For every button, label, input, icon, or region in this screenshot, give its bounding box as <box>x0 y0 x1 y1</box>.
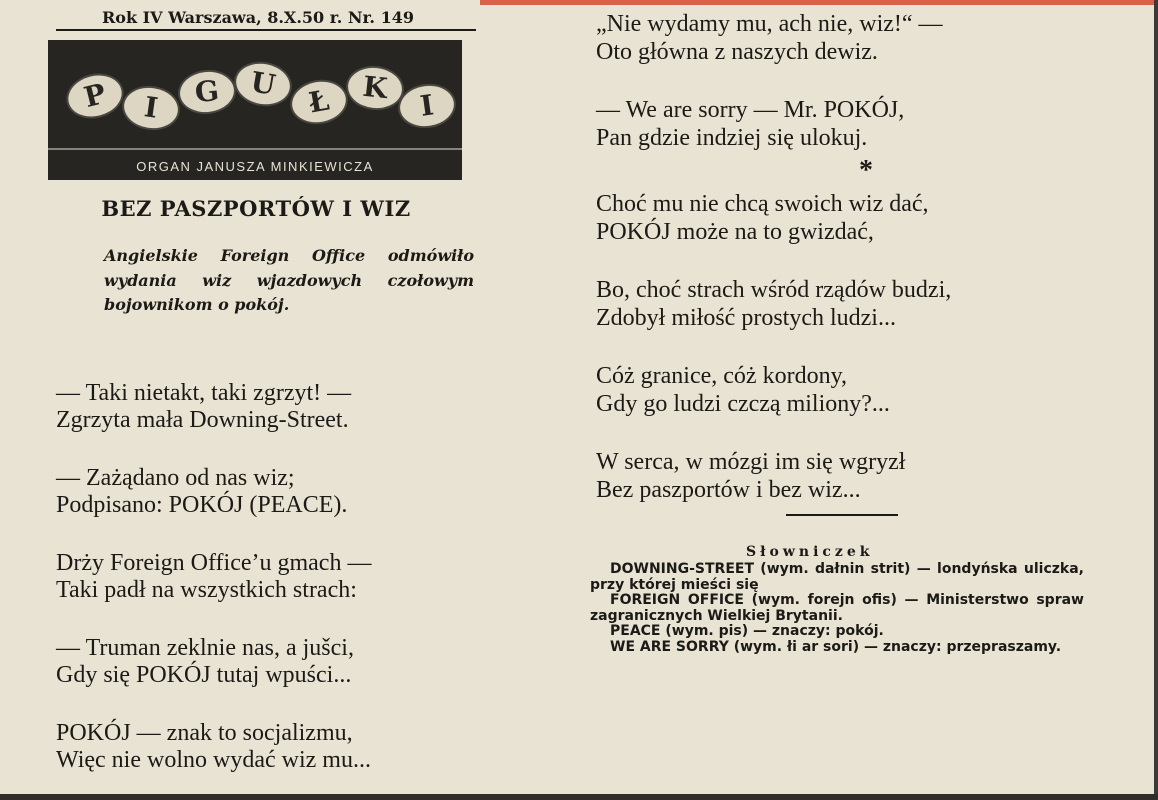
stanza <box>596 10 1096 66</box>
stanza <box>56 550 546 604</box>
article-title: BEZ PASZPORTÓW I WIZ <box>101 196 411 221</box>
verse-line: — Zażądano od nas wiz; <box>56 465 295 491</box>
logo-letter: U <box>231 57 296 110</box>
logo-divider <box>48 148 462 150</box>
verse-line: Taki padł na wszystkich strach: <box>56 577 357 603</box>
glossary-entry: DOWNING-STREET (wym. dałnin strit) — londyńska uliczka, przy której mieści się <box>590 561 1084 593</box>
verse-line: POKÓJ może na to gwizdać, <box>596 219 874 245</box>
logo-caption: ORGAN JANUSZA MINKIEWICZA <box>136 159 374 174</box>
glossary-entry: FOREIGN OFFICE (wym. forejn ofis) — Ministerstwo spraw zagranicznych Wielkiej Brytanii. <box>590 592 1084 624</box>
glossary-entry: PEACE (wym. pis) — znaczy: pokój. <box>610 623 884 639</box>
verse-line: Zgrzyta mała Downing-Street. <box>56 407 349 433</box>
verse-line: Podpisano: POKÓJ (PEACE). <box>56 492 348 518</box>
verse-line: Pan gdzie indziej się ulokuj. <box>596 125 868 151</box>
verse-line: Oto główna z naszych dewiz. <box>596 39 878 65</box>
verse-line: Bo, choć strach wśród rządów budzi, <box>596 277 952 303</box>
verse-line: Zdobył miłość prostych ludzi... <box>596 305 896 331</box>
pigulki-logo <box>48 40 462 180</box>
star-separator: * <box>859 155 873 186</box>
verse-line: W serca, w mózgi im się wgryzł <box>596 449 906 475</box>
right-column <box>590 10 1096 655</box>
stanza <box>56 380 546 434</box>
verse-line: „Nie wydamy mu, ach nie, wiz!“ — <box>596 11 943 37</box>
verse-line: — Truman zeklnie nas, a jušci, <box>56 635 354 661</box>
stanza <box>596 362 1096 418</box>
verse-line: Gdy go ludzi czczą miliony?... <box>596 391 890 417</box>
verse-line: Drży Foreign Office’u gmach — <box>56 550 372 576</box>
verse-line: Gdy się POKÓJ tutaj wpuści... <box>56 662 352 688</box>
issue-header: Rok IV Warszawa, 8.X.50 r. Nr. 149 <box>56 6 476 31</box>
top-red-bar <box>480 0 1158 5</box>
logo-letter: I <box>395 80 459 132</box>
verse-line: Cóż granice, cóż kordony, <box>596 363 848 389</box>
logo-letter: P <box>62 68 129 125</box>
glossary-entry: WE ARE SORRY (wym. łi ar sori) — znaczy: przepraszamy. <box>610 638 1062 655</box>
section-divider <box>786 514 898 516</box>
stanza <box>596 190 1096 246</box>
glossary-title: Słowniczek <box>746 544 874 560</box>
logo-letter: I <box>119 82 183 134</box>
logo-letter: G <box>176 67 238 117</box>
verse-line: — Taki nietakt, taki zgrzyt! — <box>56 380 352 406</box>
left-column <box>56 6 546 31</box>
verse-line: Choć mu nie chcą swoich wiz dać, <box>596 191 929 217</box>
verse-line: Bez paszportów i bez wiz... <box>596 477 861 503</box>
stanza <box>596 276 1096 332</box>
left-stanzas <box>56 380 546 800</box>
stanza <box>56 635 546 689</box>
verse-line: — We are sorry — Mr. POKÓJ, <box>596 97 905 123</box>
verse-line: Więc nie wolno wydać wiz mu... <box>56 747 371 773</box>
stanza <box>596 96 1096 152</box>
glossary <box>590 562 1084 655</box>
stanza <box>596 448 1096 504</box>
right-edge <box>1154 0 1158 800</box>
article-lede: Angielskie Foreign Office odmówiło wydania wiz wjazdowych czołowym bojownikom o pokój. <box>104 246 474 314</box>
stanza <box>56 720 546 774</box>
stanza <box>56 465 546 519</box>
logo-letter: K <box>344 63 406 113</box>
verse-line: POKÓJ — znak to socjalizmu, <box>56 720 353 746</box>
logo-letter: Ł <box>287 75 352 128</box>
